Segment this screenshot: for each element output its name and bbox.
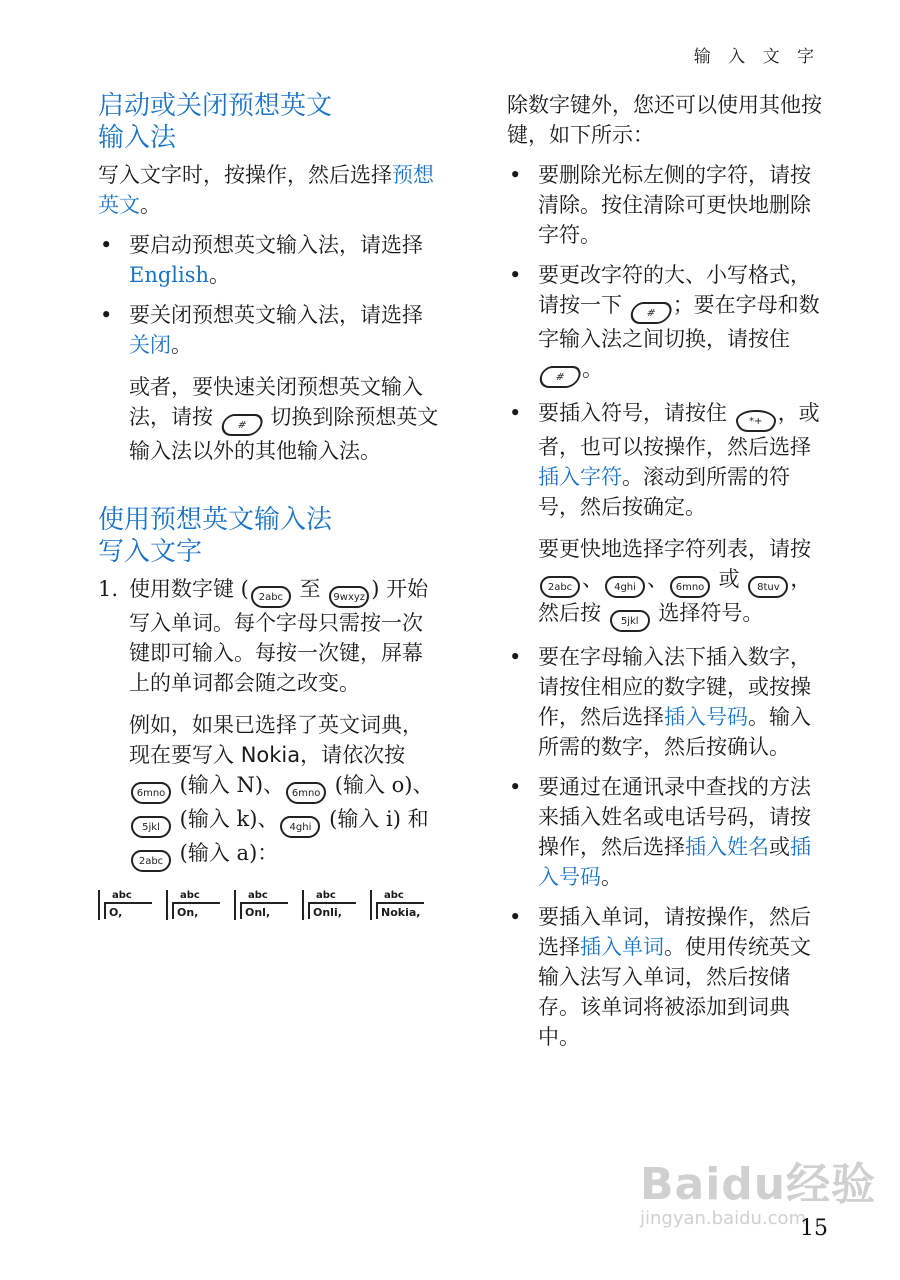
bullet-case: • 要更改字符的大、小写格式，请按一下 # ；要在字母和数字输入法之间切换，请按住 # 。 xyxy=(507,260,827,388)
key-4-icon: 4ghi xyxy=(280,816,320,838)
quick-disable-note: 或者，要快速关闭预想英文输入法，请按 # 切换到除预想英文输入法以外的其他输入法。 xyxy=(129,375,439,463)
menu-term-english: English xyxy=(129,263,210,287)
key-4-icon: 4ghi xyxy=(605,576,645,598)
running-header: 输 入 文 字 xyxy=(693,47,820,67)
hash-key-icon: # xyxy=(537,366,583,388)
menu-term-off: 关闭 xyxy=(129,333,171,357)
left-column xyxy=(98,90,443,920)
section-title-write-text xyxy=(98,504,443,568)
key-5-icon: 5jkl xyxy=(610,610,650,632)
key-5-icon: 5jkl xyxy=(131,816,171,838)
symbol-quick-note: 要更快地选择字符列表，请按 2abc 、 4ghi 、 6mno 或 8tuv ，然后按 5jkl 选择符号。 xyxy=(507,534,827,632)
example-paragraph: 例如，如果已选择了英文词典，现在要写入 Nokia，请依次按 6mno (输入 N)、 6mno (输入 o)、5jkl (输入 k)、 4ghi (输入 i) 和 2abc (输入 a)： xyxy=(98,710,443,872)
hash-key-icon: # xyxy=(219,414,265,436)
key-9-icon: 9wxyz xyxy=(329,586,369,608)
key-6-icon: 6mno xyxy=(670,576,710,598)
bullet-enable: • 要启动预想英文输入法，请选择 English。 xyxy=(100,233,423,287)
step-1: 1. 使用数字键 ( 2abc 至 9wxyz ) 开始写入单词。每个字母只需按一次键即可输入。每按一次键，屏幕上的单词都会随之改变。 xyxy=(98,577,429,695)
bullet-disable: • 要关闭预想英文输入法，请选择关闭。 xyxy=(100,303,423,357)
key-2-icon: 2abc xyxy=(540,576,580,598)
watermark-logo: Baidu经验 xyxy=(640,1159,877,1210)
intro-paragraph: 写入文字时，按操作，然后选择预想英文。 xyxy=(98,163,434,217)
display-screen: abc Onl, xyxy=(234,890,289,920)
menu-term-predictive: 预想英文 xyxy=(98,163,434,217)
menu-term-insert-symbol: 插入字符 xyxy=(538,465,622,489)
menu-term-options: 操作 xyxy=(245,163,287,187)
right-intro: 除数字键外，您还可以使用其他按键，如下所示： xyxy=(507,93,822,147)
key-6-icon: 6mno xyxy=(286,782,326,804)
bullet-number: • 要在字母输入法下插入数字，请按住相应的数字键，或按操作，然后选择插入号码。输入所需的数字，然后按确认。 xyxy=(509,645,811,759)
star-key-icon: *+ xyxy=(736,410,776,432)
display-sequence xyxy=(98,890,443,920)
bullet-symbol: • 要插入符号，请按住 *+ ，或者，也可以按操作，然后选择插入字符。滚动到所需的符号，然后按确定。 xyxy=(509,401,820,519)
right-column xyxy=(507,90,827,1052)
title-line-2: 输入法 xyxy=(98,123,177,153)
title-line-1: 启动或关闭预想英文 xyxy=(98,91,333,121)
watermark-url: jingyan.baidu.com xyxy=(640,1208,807,1229)
section-title-predictive-toggle xyxy=(98,90,443,154)
display-screen: abc Onli, xyxy=(302,890,357,920)
menu-term-insert-word: 插入单词 xyxy=(580,935,664,959)
key-2-icon: 2abc xyxy=(131,850,171,872)
bullet-delete: • 要删除光标左侧的字符，请按清除。按住清除可更快地删除字符。 xyxy=(509,163,811,247)
key-8-icon: 8tuv xyxy=(748,576,788,598)
key-2-icon: 2abc xyxy=(251,586,291,608)
page-number: 15 xyxy=(800,1216,828,1241)
key-6-icon: 6mno xyxy=(131,782,171,804)
watermark xyxy=(640,1148,876,1229)
menu-term-insert-number: 插入号码 xyxy=(538,835,811,889)
menu-term-insert-name: 插入姓名 xyxy=(685,835,769,859)
bullet-word: • 要插入单词，请按操作，然后选择插入单词。使用传统英文输入法写入单词，然后按储存。该单词将被添加到词典中。 xyxy=(509,905,811,1049)
menu-term-insert-number: 插入号码 xyxy=(664,705,748,729)
display-screen: abc O, xyxy=(98,890,153,920)
title-line-2: 写入文字 xyxy=(98,537,203,567)
title-line-1: 使用预想英文输入法 xyxy=(98,505,333,535)
bullet-contact: • 要通过在通讯录中查找的方法来插入姓名或电话号码，请按操作，然后选择插入姓名或插入号码。 xyxy=(509,775,811,889)
hash-key-icon: # xyxy=(628,302,674,324)
display-screen: abc On, xyxy=(166,890,221,920)
display-screen: abc Nokia, xyxy=(370,890,425,920)
